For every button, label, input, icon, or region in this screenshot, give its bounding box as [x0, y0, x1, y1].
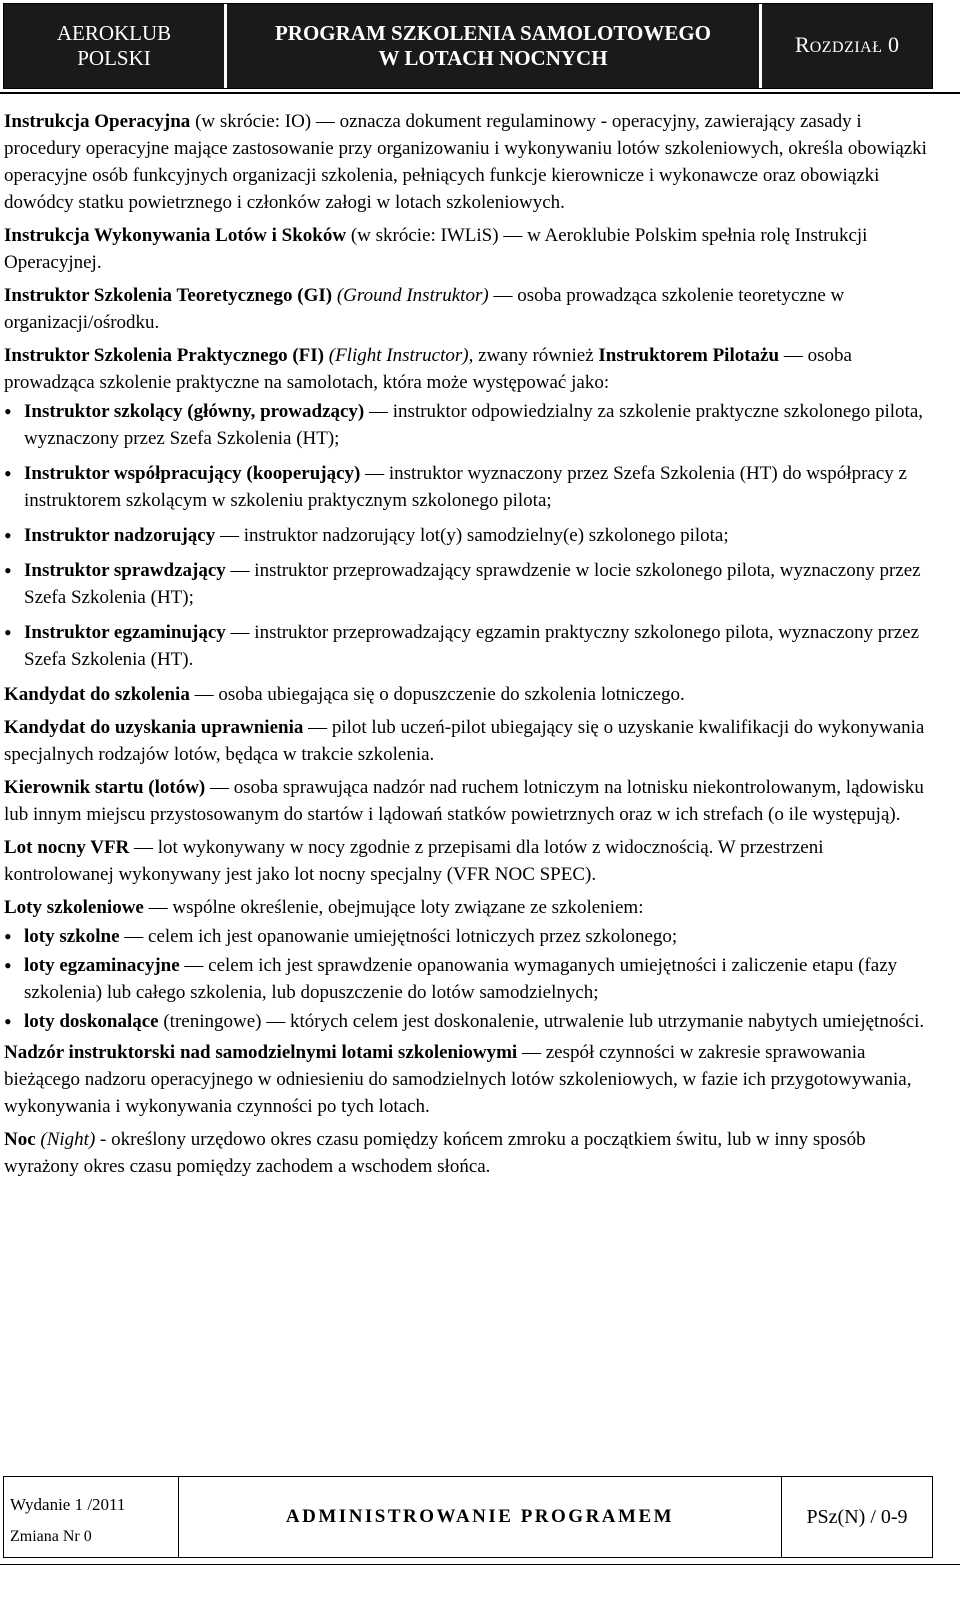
page-number: PSz(N) / 0-9 — [806, 1505, 908, 1528]
definition-noc: Noc (Night) - określony urzędowo okres czasu pomiędzy końcem zmroku a początkiem świtu, lub w inny sposób wyrażony okres czasu pomiędzy zachodem a wschodem słońca. — [4, 1129, 866, 1177]
list-item: • Instruktor współpracujący (kooperujący) — instruktor wyznaczony przez Szefa Szkolenia (HT) do współpracy z instruktorem szkolącym w szkoleniu praktycznym szkolonego pilota; — [4, 460, 934, 514]
definition-fi: Instruktor Szkolenia Praktycznego (FI) (Flight Instructor), zwany również Instruktorem Pilotażu — osoba prowadząca szkolenie praktyczne na samolotach, która może występować jako: — [4, 345, 852, 393]
definition-nadzor: Nadzór instruktorski nad samodzielnymi lotami szkoleniowymi — zespół czynności w zakresie sprawowania bieżącego nadzoru operacyjnego w odniesieniu do samodzielnych lotów szkoleniowych, w fazie ich przygotowywania, wykonywania i wykonywania czynności po tych lotach. — [4, 1042, 912, 1117]
page-header — [3, 3, 933, 89]
chapter-label: ROZDZIAŁ 0 — [762, 4, 932, 88]
definition-kandydat: Kandydat do szkolenia — osoba ubiegająca się o dopuszczenie do szkolenia lotniczego. — [4, 684, 685, 705]
definition-kierownik-startu: Kierownik startu (lotów) — osoba sprawująca nadzór nad ruchem lotniczym na lotnisku niekontrolowanym, lądowisku lub innym miejscu przystosowanym do startów i lądowań statków powietrznych oraz w ich strefach (o ile występują). — [4, 777, 924, 825]
change-number: Zmiana Nr 0 — [10, 1528, 92, 1545]
definition-gi: Instruktor Szkolenia Teoretycznego (GI) (Ground Instruktor) — osoba prowadząca szkolenie teoretyczne w organizacji/ośrodku. — [4, 285, 845, 333]
training-flights-list — [4, 923, 934, 1035]
definition-lot-nocny-vfr: Lot nocny VFR — lot wykonywany w nocy zgodnie z przepisami dla lotów z widocznością. W przestrzeni kontrolowanej wykonywany jest jako lot nocny specjalny (VFR NOC SPEC). — [4, 837, 824, 885]
page-footer — [3, 1476, 933, 1558]
section-title: ADMINISTROWANIE PROGRAMEM — [179, 1477, 782, 1557]
edition-number: Wydanie 1 /2011 — [10, 1495, 126, 1514]
definition-io: Instrukcja Operacyjna (w skrócie: IO) — oznacza dokument regulaminowy - operacyjny, zawierający zasady i procedury operacyjne mające zastosowanie przy organizowaniu i wykonywaniu lotów szkoleniowych, określa obowiązki operacyjne osób funkcyjnych organizacji szkolenia, pełniących funkcje kierownicze i wykonawcze oraz obowiązki dowódcy statku powietrznego i członków załogi w lotach szkoleniowych. — [4, 111, 927, 213]
list-item: • Instruktor szkolący (główny, prowadzący) — instruktor odpowiedzialny za szkolenie praktyczne szkolonego pilota, wyznaczony przez Szefa Szkolenia (HT); — [4, 398, 934, 452]
instructor-types-list — [4, 398, 934, 673]
program-title: PROGRAM SZKOLENIA SAMOLOTOWEGO W LOTACH NOCNYCH — [227, 4, 762, 88]
list-item: • loty egzaminacyjne — celem ich jest sprawdzenie opanowania wymaganych umiejętności i zaliczenie etapu (fazy szkolenia) lub całego szkolenia, lub dopuszczenie do lotów samodzielnych; — [4, 952, 934, 1006]
header-rule — [0, 92, 960, 94]
edition-info — [4, 1477, 179, 1557]
definition-iwlis: Instrukcja Wykonywania Lotów i Skoków (w skrócie: IWLiS) — w Aeroklubie Polskim spełnia rolę Instrukcji Operacyjnej. — [4, 225, 868, 273]
list-item: • loty doskonalące (treningowe) — których celem jest doskonalenie, utrwalenie lub utrzymanie nabytych umiejętności. — [4, 1008, 934, 1035]
definition-loty-szkoleniowe: Loty szkoleniowe — wspólne określenie, obejmujące loty związane ze szkoleniem: — [4, 897, 644, 918]
list-item: • Instruktor sprawdzający — instruktor przeprowadzający sprawdzenie w locie szkolonego pilota, wyznaczony przez Szefa Szkolenia (HT); — [4, 557, 934, 611]
footer-rule — [0, 1564, 960, 1565]
definitions-body — [4, 108, 934, 1186]
list-item: • Instruktor nadzorujący — instruktor nadzorujący lot(y) samodzielny(e) szkolonego pilota; — [4, 522, 934, 549]
org-name: AEROKLUB POLSKI — [4, 4, 227, 88]
definition-kandydat-uprawnienia: Kandydat do uzyskania uprawnienia — pilot lub uczeń-pilot ubiegający się o uzyskanie kwalifikacji do wykonywania specjalnych rodzajów lotów, będąca w trakcie szkolenia. — [4, 717, 925, 765]
list-item: • loty szkolne — celem ich jest opanowanie umiejętności lotniczych przez szkolonego; — [4, 923, 934, 950]
list-item: • Instruktor egzaminujący — instruktor przeprowadzający egzamin praktyczny szkolonego pilota, wyznaczony przez Szefa Szkolenia (HT). — [4, 619, 934, 673]
